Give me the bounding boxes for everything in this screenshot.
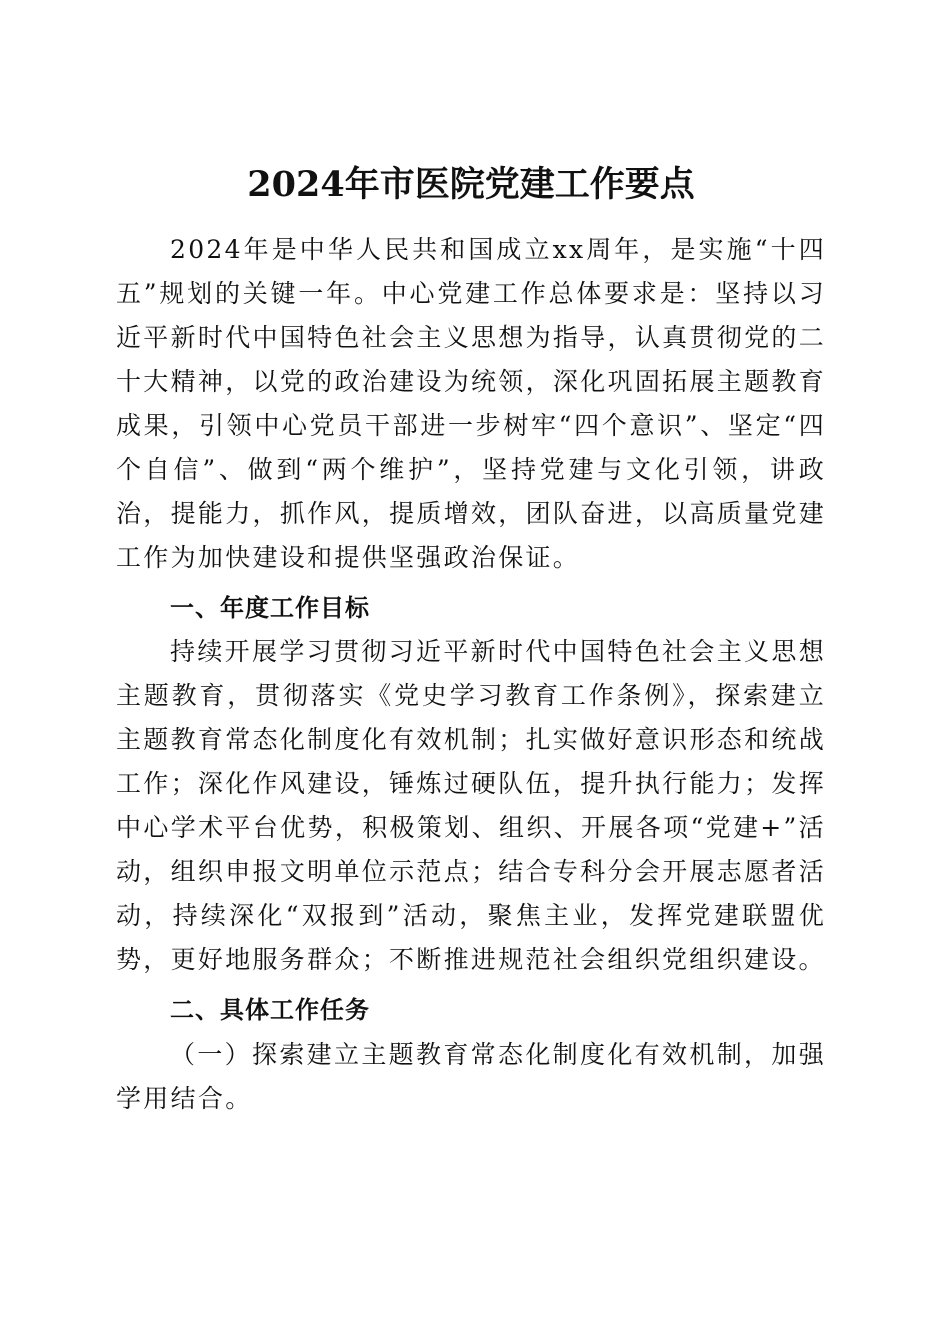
goals-paragraph: 持续开展学习贯彻习近平新时代中国特色社会主义思想主题教育，贯彻落实《党史学习教育工作条例》，探索建立主题教育常态化制度化有效机制；扎实做好意识形态和统战工作；深化作风建设，锤炼过硬队伍，提升执行能力；发挥中心学术平台优势，积极策划、组织、开展各项“党建+”活动，组织申报文明单位示范点；结合专科分会开展志愿者活动，持续深化“双报到”活动，聚焦主业，发挥党建联盟优势，更好地服务群众；不断推进规范社会组织党组织建设。	[116, 637, 826, 974]
intro-paragraph: 2024年是中华人民共和国成立xx周年，是实施“十四五”规划的关键一年。中心党建工作总体要求是：坚持以习近平新时代中国特色社会主义思想为指导，认真贯彻党的二十大精神，以党的政治建设为统领，深化巩固拓展主题教育成果，引领中心党员干部进一步树牢“四个意识”、坚定“四个自信”、做到“两个维护”，坚持党建与文化引领，讲政治，提能力，抓作风，提质增效，团队奋进，以高质量党建工作为加快建设和提供坚强政治保证。	[116, 235, 826, 572]
section-heading-tasks: 二、具体工作任务	[170, 996, 370, 1024]
document-title: 2024年市医院党建工作要点	[247, 164, 695, 206]
task-item-1: （一）探索建立主题教育常态化制度化有效机制，加强学用结合。	[116, 1040, 826, 1113]
section-heading-goals: 一、年度工作目标	[170, 594, 370, 622]
